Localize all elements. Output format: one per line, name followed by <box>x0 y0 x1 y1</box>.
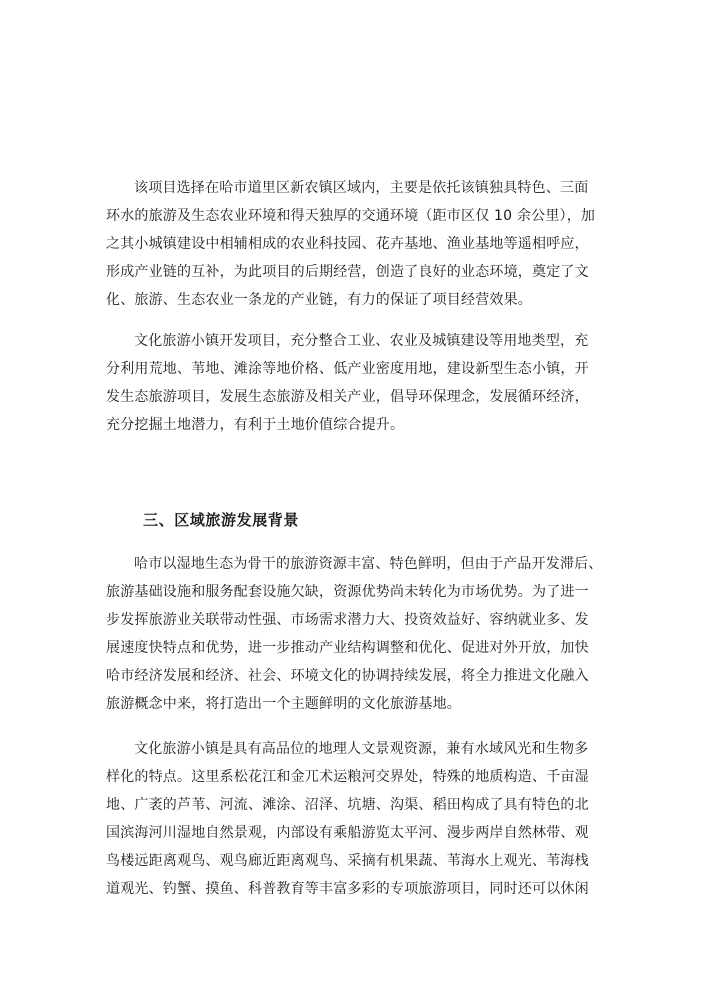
paragraph-line: 道观光、钓蟹、摸鱼、科普教育等丰富多彩的专项旅游项目，同时还可以休闲 <box>106 881 589 897</box>
paragraph-line: 步发挥旅游业关联带动性强、市场需求潜力大、投资效益好、容纳就业多、发 <box>106 612 589 628</box>
paragraph-line: 文化旅游小镇是具有高品位的地理人文景观资源，兼有水域风光和生物多 <box>134 741 589 757</box>
paragraph-line: 该项目选择在哈市道里区新农镇区域内，主要是依托该镇独具特色、三面 <box>134 180 589 196</box>
paragraph-line: 环水的旅游及生态农业环境和得天独厚的交通环境（距市区仅 10 余公里），加 <box>106 208 596 224</box>
paragraph-line: 地、广袤的芦苇、河流、滩涂、沼泽、坑塘、沟渠、稻田构成了具有特色的北 <box>106 797 589 813</box>
section-heading: 三、区域旅游发展背景 <box>143 511 300 529</box>
paragraph-line: 化、旅游、生态农业一条龙的产业链，有力的保证了项目经营效果。 <box>106 292 532 308</box>
paragraph-line: 发生态旅游项目，发展生态旅游及相关产业，倡导环保理念，发展循环经济， <box>106 389 589 405</box>
paragraph-line: 展速度快特点和优势，进一步推动产业结构调整和优化、促进对外开放，加快 <box>106 640 589 656</box>
paragraph-line: 旅游概念中来，将打造出一个主题鲜明的文化旅游基地。 <box>106 696 461 712</box>
paragraph-line: 文化旅游小镇开发项目，充分整合工业、农业及城镇建设等用地类型，充 <box>134 333 589 349</box>
paragraph-line: 充分挖掘土地潜力，有利于土地价值综合提升。 <box>106 417 405 433</box>
paragraph-line: 国滨海河川湿地自然景观，内部设有乘船游览太平河、漫步两岸自然林带、观 <box>106 825 589 841</box>
paragraph-line: 之其小城镇建设中相辅相成的农业科技园、花卉基地、渔业基地等遥相呼应， <box>106 236 589 252</box>
paragraph-line: 鸟楼远距离观鸟、观鸟廊近距离观鸟、采摘有机果蔬、苇海水上观光、苇海栈 <box>106 853 589 869</box>
paragraph-line: 分利用荒地、苇地、滩涂等地价格、低产业密度用地，建设新型生态小镇，开 <box>106 361 589 377</box>
paragraph-line: 旅游基础设施和服务配套设施欠缺，资源优势尚未转化为市场优势。为了进一 <box>106 584 589 600</box>
paragraph-line: 样化的特点。这里系松花江和金兀术运粮河交界处，特殊的地质构造、千亩湿 <box>106 769 589 785</box>
paragraph-line: 哈市经济发展和经济、社会、环境文化的协调持续发展，将全力推进文化融入 <box>106 668 589 684</box>
paragraph-line: 哈市以湿地生态为骨干的旅游资源丰富、特色鲜明，但由于产品开发滞后、 <box>134 556 603 572</box>
paragraph-line: 形成产业链的互补，为此项目的后期经营，创造了良好的业态环境，奠定了文 <box>106 264 589 280</box>
